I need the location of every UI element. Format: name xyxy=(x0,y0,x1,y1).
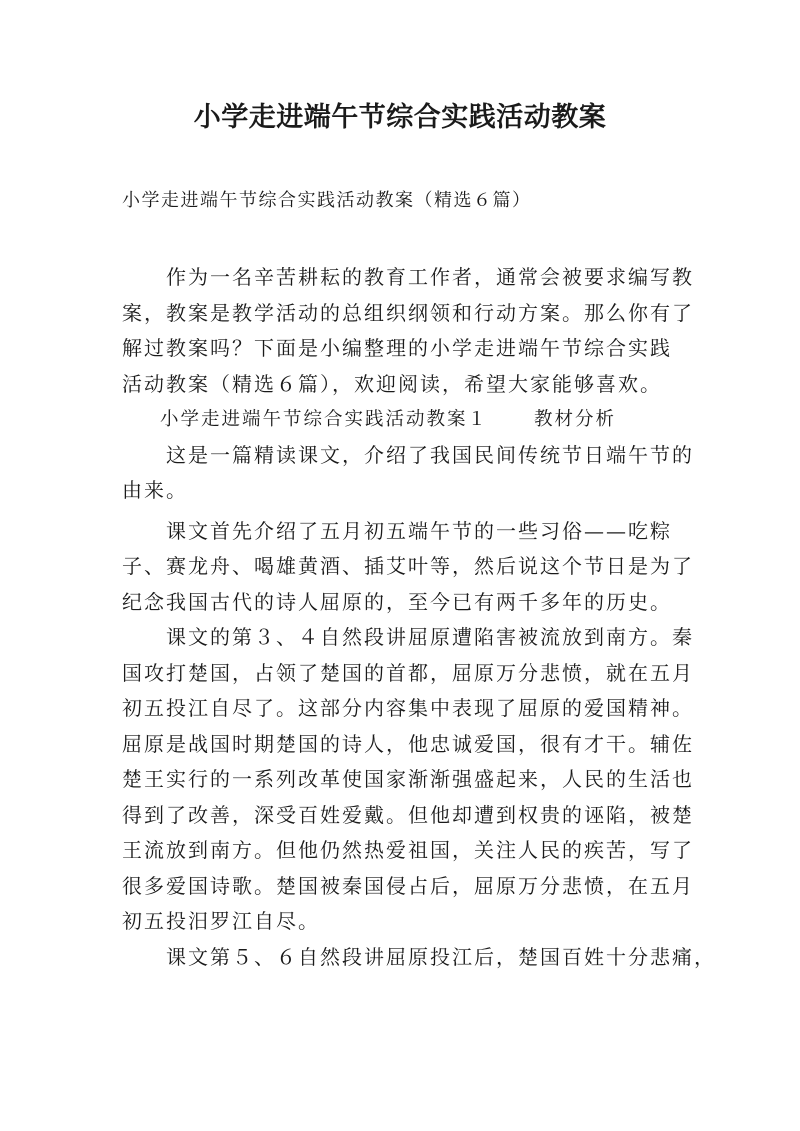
text-line: 课文的第３、４自然段讲屈原遭陷害被流放到南方。秦 xyxy=(122,625,694,649)
document-body xyxy=(122,260,716,975)
text-line: 这是一篇精读课文，介绍了我国民间传统节日端午节的 xyxy=(122,442,694,467)
text-line: 作为一名辛苦耕耘的教育工作者，通常会被要求编写教 xyxy=(122,265,694,289)
text-line: 初五投汨罗江自尽。 xyxy=(122,909,320,933)
paragraph xyxy=(122,620,702,940)
text-line: 王流放到南方。但他仍然热爱祖国，关注人民的疾苦，写了 xyxy=(122,838,694,862)
text-line: 课文第５、６自然段讲屈原投江后，楚国百姓十分悲痛， xyxy=(122,944,716,969)
text-line: 初五投江自尽了。这部分内容集中表现了屈原的爱国精神。 xyxy=(122,696,694,720)
intro-paragraph xyxy=(122,260,702,402)
text-line: 纪念我国古代的诗人屈原的，至今已有两千多年的历史。 xyxy=(122,589,672,614)
text-line: 解过教案吗？下面是小编整理的小学走进端午节综合实践 xyxy=(122,336,672,360)
paragraph xyxy=(122,940,716,976)
section-heading-label: 教材分析 xyxy=(534,409,617,430)
text-line: 国攻打楚国，占领了楚国的首都，屈原万分悲愤，就在五月 xyxy=(122,660,694,685)
text-line: 屈原是战国时期楚国的诗人，他忠诚爱国，很有才干。辅佐 xyxy=(122,731,694,756)
text-line: 楚王实行的一系列改革使国家渐渐强盛起来，人民的生活也 xyxy=(122,767,694,791)
document-subtitle: 小学走进端午节综合实践活动教案（精选６篇） xyxy=(122,190,532,211)
text-line: 得到了改善，深受百姓爱戴。但他却遭到权贵的诬陷，被楚 xyxy=(122,802,694,827)
text-line: 很多爱国诗歌。楚国被秦国侵占后，屈原万分悲愤，在五月 xyxy=(122,873,694,898)
section-heading-title: 小学走进端午节综合实践活动教案１ xyxy=(160,409,489,430)
document-title: 小学走进端午节综合实践活动教案 xyxy=(193,102,607,133)
text-line: 由来。 xyxy=(122,478,188,502)
text-line: 子、赛龙舟、喝雄黄酒、插艾叶等，然后说这个节日是为了 xyxy=(122,554,694,578)
text-line: 案，教案是教学活动的总组织纲领和行动方案。那么你有了 xyxy=(122,300,694,325)
paragraph xyxy=(122,514,702,621)
text-line: 课文首先介绍了五月初五端午节的一些习俗——吃粽 xyxy=(122,518,672,543)
paragraph xyxy=(122,438,702,509)
text-line: 活动教案（精选６篇），欢迎阅读，希望大家能够喜欢。 xyxy=(122,371,662,396)
section-heading xyxy=(122,402,702,438)
